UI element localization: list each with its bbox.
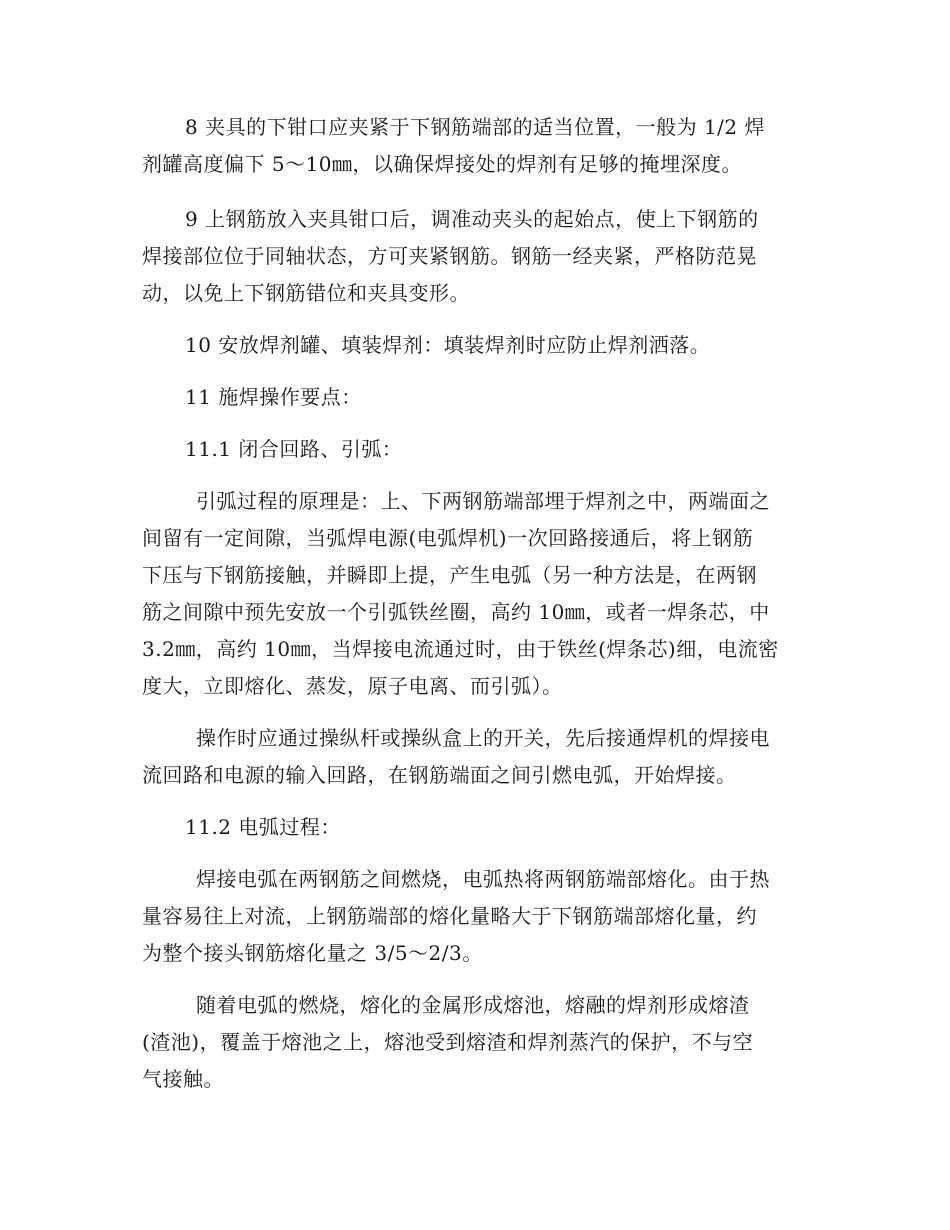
arc-ignition-line-6: 度大，立即熔化、蒸发，原子电离、而引弧）。 — [142, 674, 563, 698]
arc-ignition-line-5: 3.2㎜，高约 10㎜，当焊接电流通过时，由于铁丝(焊条芯)细，电流密 — [142, 637, 779, 661]
arc-burning-line-1: 焊接电弧在两钢筋之间燃烧，电弧热将两钢筋端部熔化。由于热 — [196, 867, 770, 891]
section-11-heading: 11 施焊操作要点： — [185, 385, 362, 409]
arc-burning-line-2: 量容易往上对流，上钢筋端部的熔化量略大于下钢筋端部熔化量，约 — [142, 904, 757, 928]
molten-pool-line-3: 气接触。 — [142, 1067, 224, 1091]
molten-pool-line-1: 随着电弧的燃烧，熔化的金属形成熔池，熔融的焊剂形成熔渣 — [196, 993, 750, 1017]
paragraph-9-line-3: 动，以免上下钢筋错位和夹具变形。 — [142, 281, 470, 305]
paragraph-8-line-2: 剂罐高度偏下 5～10㎜，以确保焊接处的焊剂有足够的掩埋深度。 — [142, 152, 743, 176]
molten-pool-line-2: (渣池)，覆盖于熔池之上，熔池受到熔渣和焊剂蒸汽的保护，不与空 — [142, 1030, 754, 1054]
section-11-1-heading: 11.1 闭合回路、引弧： — [185, 437, 403, 461]
arc-ignition-line-2: 间留有一定间隙，当弧焊电源(电弧焊机)一次回路接通后，将上钢筋 — [142, 526, 754, 550]
operation-line-1: 操作时应通过操纵杆或操纵盒上的开关，先后接通焊机的焊接电 — [196, 726, 770, 750]
paragraph-10: 10 安放焊剂罐、填装焊剂：填装焊剂时应防止焊剂洒落。 — [185, 333, 711, 357]
section-11-2-heading: 11.2 电弧过程： — [185, 815, 341, 839]
arc-ignition-line-4: 筋之间隙中预先安放一个引弧铁丝圈，高约 10㎜，或者一焊条芯，中 — [142, 600, 770, 624]
arc-ignition-line-3: 下压与下钢筋接触，并瞬即上提，产生电弧（另一种方法是，在两钢 — [142, 563, 757, 587]
arc-burning-line-3: 为整个接头钢筋熔化量之 3/5～2/3。 — [142, 941, 483, 965]
paragraph-9-line-1: 9 上钢筋放入夹具钳口后，调准动夹头的起始点，使上下钢筋的 — [185, 207, 759, 231]
arc-ignition-line-1: 引弧过程的原理是：上、下两钢筋端部埋于焊剂之中，两端面之 — [196, 489, 770, 513]
paragraph-9-line-2: 焊接部位位于同轴状态，方可夹紧钢筋。钢筋一经夹紧，严格防范晃 — [142, 244, 757, 268]
operation-line-2: 流回路和电源的输入回路，在钢筋端面之间引燃电弧，开始焊接。 — [142, 763, 737, 787]
paragraph-8-line-1: 8 夹具的下钳口应夹紧于下钢筋端部的适当位置，一般为 1/2 焊 — [185, 115, 765, 139]
